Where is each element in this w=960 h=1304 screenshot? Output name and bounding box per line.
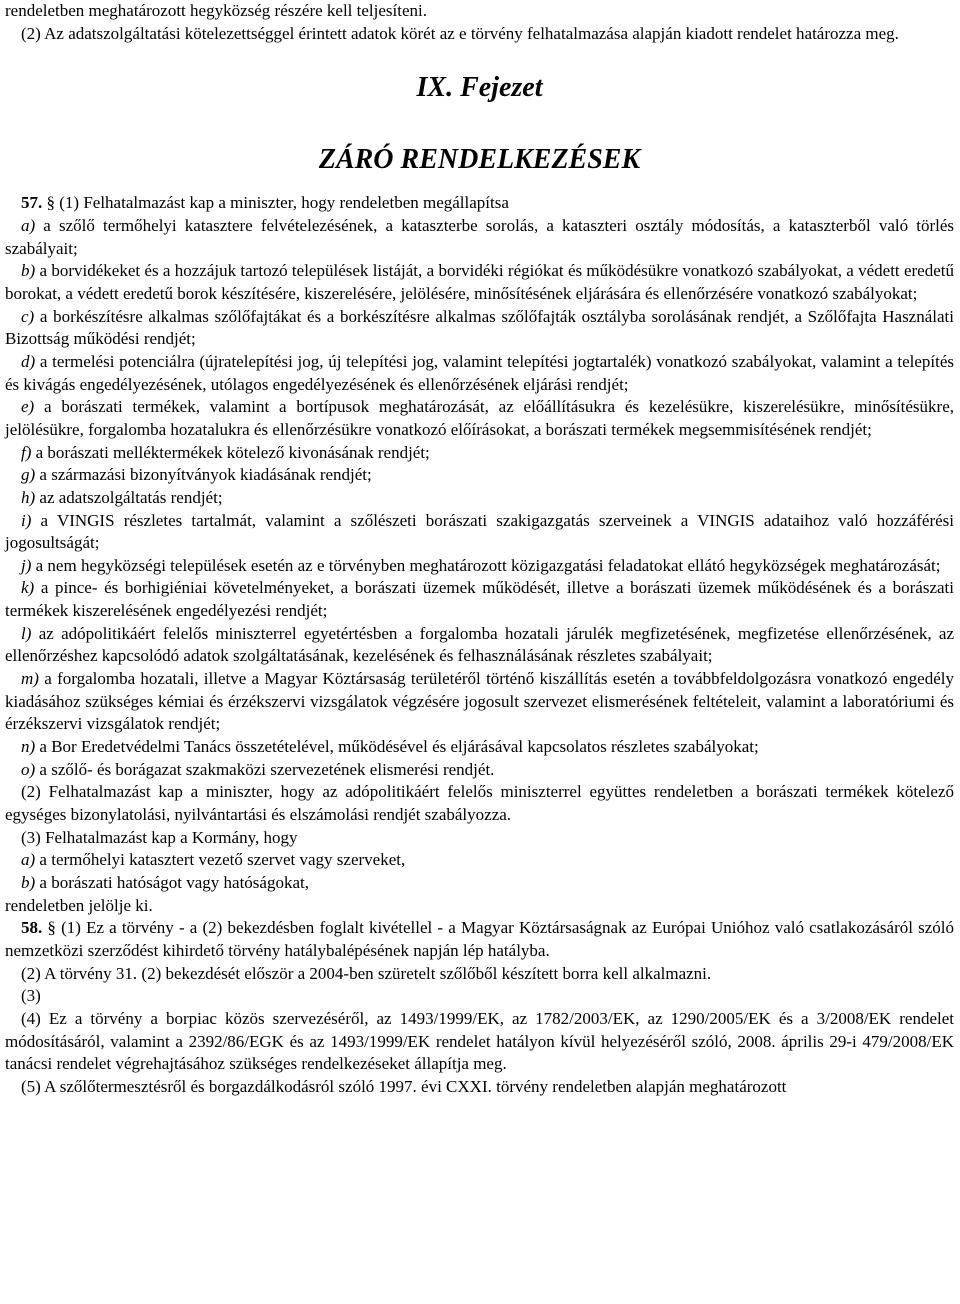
paragraph: (2) Felhatalmazást kap a miniszter, hogy az adópolitikáért felelős miniszterrel együttes rendeletben a borászati termékek kötelező egységes bizonylatolási, nyilvántartási és elszámolási rendjét szabályozza. bbox=[5, 782, 954, 825]
list-item: n) a Bor Eredetvédelmi Tanács összetételével, működésével és eljárásával kapcsolatos részletes szabályokat; bbox=[21, 737, 759, 757]
list-item: a) a termőhelyi katasztert vezető szervet vagy szerveket, bbox=[21, 850, 406, 870]
list-item: a) a szőlő termőhelyi katasztere felvételezésének, a kataszterbe sorolás, a kataszteri osztály módosítás, a kataszterből való törlés szabályait; bbox=[5, 215, 954, 258]
paragraph: (2) Az adatszolgáltatási kötelezettséggel érintett adatok körét az e törvény felhatalmazása alapján kiadott rendelet határozza meg. bbox=[21, 23, 899, 43]
document-page bbox=[5, 0, 954, 1099]
section-number: 58. bbox=[21, 918, 43, 938]
list-item: d) a termelési potenciálra (újratelepítési jog, új telepítési jog, valamint telepítési jogtartalék) vonatkozó szabályokat, valamint a telepítés és kivágás engedélyezésének, utólagos engedélyezésének és ellenőrzésének eljárási rendjét; bbox=[5, 351, 954, 394]
list-item: b) a borvidékeket és a hozzájuk tartozó települések listáját, a borvidéki régiókat és működésükre vonatkozó szabályokat, a védett eredetű borokat, a védett eredetű borok készítésére, kiszerelésére, jelölésére, minősítésének eljárására és ellenőrzésére vonatkozó szabályokat; bbox=[5, 261, 954, 303]
paragraph: (5) A szőlőtermesztésről és borgazdálkodásról szóló 1997. évi CXXI. törvény rendeletben alapján meghatározott bbox=[21, 1076, 787, 1096]
list-item: b) a borászati hatóságot vagy hatóságokat, bbox=[21, 873, 309, 892]
list-item: k) a pince- és borhigiéniai követelményeket, a borászati üzemek működését, illetve a borászati üzemek működésének és a borászati termékek kiszerelésének engedélyezési rendjét; bbox=[5, 578, 954, 621]
section-mark: § bbox=[42, 918, 56, 938]
paragraph: (3) bbox=[21, 986, 41, 1006]
list-item: c) a borkészítésre alkalmas szőlőfajtákat és a borkészítésre alkalmas szőlőfajták osztályba sorolásának rendjét, a Szőlőfajta Használati Bizottság működési rendjét; bbox=[5, 306, 954, 349]
paragraph: (2) A törvény 31. (2) bekezdését először a 2004-ben szüretelt szőlőből készített borra kell alkalmazni. bbox=[21, 963, 712, 983]
list-item: e) a borászati termékek, valamint a bortípusok meghatározását, az előállításukra és kezelésükre, kiszerelésükre, minősítésükre, jelölésükre, forgalomba hozatalukra és ellenőrzésükre vonatkozó előírásokat, a borászati termékek megsemmisítésének rendjét; bbox=[5, 397, 954, 439]
list-item: l) az adópolitikáért felelős miniszterrel egyetértésben a forgalomba hozatali járulék megfizetésének, megfizetése ellenőrzésének, az ellenőrzéshez kapcsolódó adatok szolgáltatásának, kezelésének és felhasználásának részletes szabályait; bbox=[5, 623, 954, 666]
list-item: i) a VINGIS részletes tartalmát, valamint a szőlészeti borászati szakigazgatás szerveinek a VINGIS adataihoz való hozzáférési jogosultságát; bbox=[5, 510, 954, 553]
list-item: f) a borászati melléktermékek kötelező kivonásának rendjét; bbox=[21, 442, 430, 462]
section-mark: § bbox=[42, 193, 55, 213]
list-item: m) a forgalomba hozatali, illetve a Magyar Köztársaság területéről történő kiszállítás esetén a továbbfeldolgozásra vonatkozó engedély kiadásához szükséges kémiai és érzékszervi vizsgálatok végzésére jogosult szervezet elismerésének feltételeit, valamint a laboratóriumi és érzékszervi vizsgálatok rendjét; bbox=[5, 669, 954, 734]
list-item: g) a származási bizonyítványok kiadásának rendjét; bbox=[21, 465, 372, 485]
chapter-title: ZÁRÓ RENDELKEZÉSEK bbox=[318, 144, 641, 176]
text-line: rendeletben meghatározott hegyközség részére kell teljesíteni. bbox=[5, 1, 427, 20]
paragraph: rendeletben jelölje ki. bbox=[5, 895, 153, 915]
paragraph: (3) Felhatalmazást kap a Kormány, hogy bbox=[21, 827, 298, 847]
paragraph: (4) Ez a törvény a borpiac közös szervezéséről, az 1493/1999/EK, az 1782/2003/EK, az 1290/2005/EK és a 3/2008/EK rendelet módosításáról, valamint a 2392/86/EGK és az 1493/1999/EK rendelet hatályon kívül helyezéséről szóló, 2008. április 29-i 479/2008/EK tanácsi rendelet végrehajtásához szükséges rendelkezéseket állapítja meg. bbox=[5, 1008, 954, 1074]
list-item: h) az adatszolgáltatás rendjét; bbox=[21, 487, 223, 507]
section-58-intro: 58. § (1) Ez a törvény - a (2) bekezdésben foglalt kivétellel - a Magyar Köztársaságnak az Európai Unióhoz való csatlakozásáról szóló nemzetközi szerződést kihirdető törvény hatálybalépésének napján lép hatályba. bbox=[5, 918, 955, 960]
list-item: j) a nem hegyközségi települések esetén az e törvényben meghatározott közigazgatási feladatokat ellátó hegyközségek meghatározását; bbox=[21, 555, 941, 575]
section-57-intro: 57. § (1) Felhatalmazást kap a miniszter, hogy rendeletben megállapítsa bbox=[21, 193, 509, 213]
list-item: o) a szőlő- és borágazat szakmaközi szervezetének elismerési rendjét. bbox=[21, 759, 495, 779]
chapter-number: IX. Fejezet bbox=[416, 72, 543, 104]
section-number: 57. bbox=[21, 193, 43, 213]
